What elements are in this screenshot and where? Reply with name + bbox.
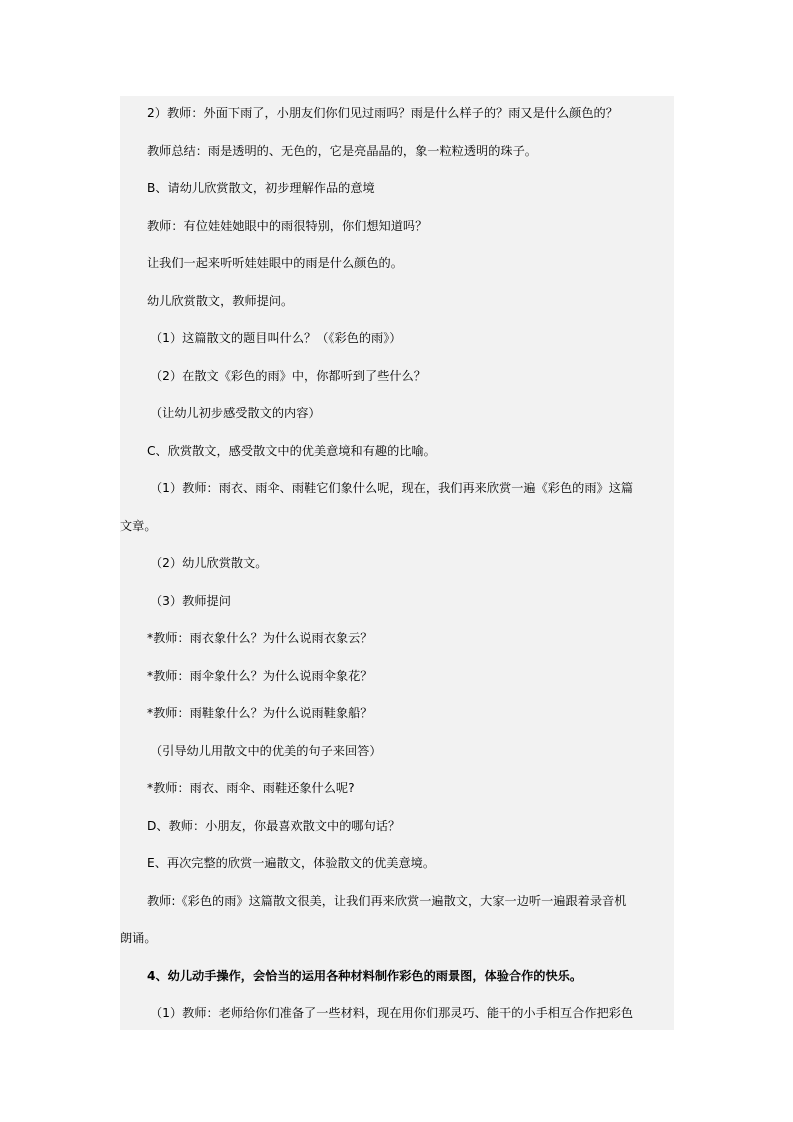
paragraph-text: （2）在散文《彩色的雨》中，你都听到了些什么？ (150, 369, 426, 383)
paragraph-text: 教师：有位娃娃她眼中的雨很特别，你们想知道吗？ (147, 219, 428, 233)
paragraph-text: 文章。 (120, 519, 157, 533)
paragraph-text: 教师:《彩色的雨》这篇散文很美，让我们再来欣赏一遍散文，大家一边听一遍跟着录音机 (147, 894, 627, 908)
paragraph-text: 教师总结：雨是透明的、无色的，它是亮晶晶的，象一粒粒透明的珠子。 (147, 144, 537, 158)
paragraph-text: 幼儿欣赏散文，教师提问。 (147, 294, 294, 308)
paragraph-text: （1）教师：老师给你们准备了一些材料，现在用你们那灵巧、能干的小手相互合作把彩色 (150, 1006, 634, 1020)
paragraph-text: B、请幼儿欣赏散文，初步理解作品的意境 (147, 181, 375, 195)
paragraph-text: E、再次完整的欣赏一遍散文，体验散文的优美意境。 (147, 856, 436, 870)
paragraph-text: *教师：雨衣象什么？为什么说雨衣象云？ (147, 631, 373, 645)
paragraph-text: *教师：雨衣、雨伞、雨鞋还象什么呢? (147, 781, 355, 795)
paragraph-text: （让幼儿初步感受散文的内容） (150, 406, 321, 420)
paragraph-text: （1）这篇散文的题目叫什么？（《彩色的雨》） (150, 331, 402, 345)
paragraph-text: *教师：雨鞋象什么？为什么说雨鞋象船？ (147, 706, 373, 720)
paragraph-text: C、欣赏散文，感受散文中的优美意境和有趣的比喻。 (147, 444, 436, 458)
paragraph-text: *教师：雨伞象什么？为什么说雨伞象花？ (147, 669, 373, 683)
paragraph-text: （2）幼儿欣赏散文。 (150, 556, 268, 570)
paragraph-text: 让我们一起来听听娃娃眼中的雨是什么颜色的。 (147, 256, 403, 270)
paragraph-text: 2）教师：外面下雨了，小朋友们你们见过雨吗？雨是什么样子的？雨又是什么颜色的？ (147, 106, 618, 120)
paragraph-text: D、教师：小朋友，你最喜欢散文中的哪句话？ (147, 819, 401, 833)
paragraph-text: （1）教师：雨衣、雨伞、雨鞋它们象什么呢，现在，我们再来欣赏一遍《彩色的雨》这篇 (150, 481, 634, 495)
paragraph-text: （引导幼儿用散文中的优美的句子来回答） (150, 744, 382, 758)
paragraph-text: 朗诵。 (120, 931, 157, 945)
section-heading-text: 4、幼儿动手操作，会恰当的运用各种材料制作彩色的雨景图，体验合作的快乐。 (147, 969, 583, 983)
paragraph-text: （3）教师提问 (150, 594, 231, 608)
